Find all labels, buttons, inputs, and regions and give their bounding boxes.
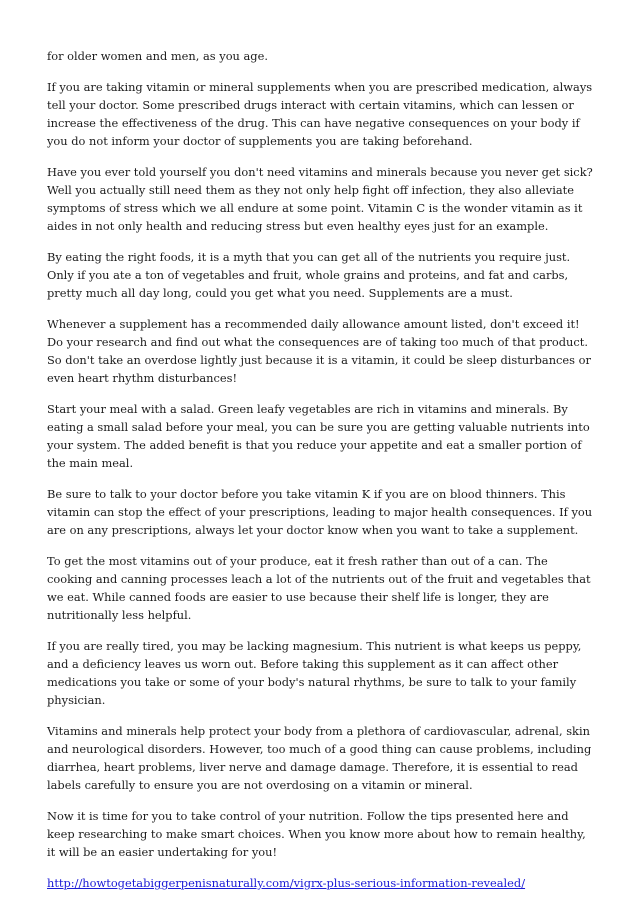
paragraph-7: Be sure to talk to your doctor before you take vitamin K if you are on blood thinners. This vitamin can stop the effect of your prescriptions, leading to major health consequences. If you are on any prescriptions, always let your doctor know when you want to take a supplement. [47, 487, 593, 537]
paragraph-5: Whenever a supplement has a recommended daily allowance amount listed, don't exceed it! Do your research and find out what the consequences are of taking too much of that product. So don't take an overdose lightly just because it is a vitamin, it could be sleep disturbances or even heart rhythm disturbances! [47, 317, 591, 385]
paragraph-11: Now it is time for you to take control of your nutrition. Follow the tips presented here and keep researching to make smart choices. When you know more about how to remain healthy, it will be an easier undertaking for you! [47, 809, 586, 859]
document-page [47, 47, 595, 905]
link-paragraph [47, 874, 595, 892]
paragraph-8: To get the most vitamins out of your produce, eat it fresh rather than out of a can. The cooking and canning processes leach a lot of the nutrients out of the fruit and vegetables that we eat. While canned foods are easier to use because their shelf life is longer, they are nutritionally less helpful. [47, 554, 591, 622]
paragraph-10: Vitamins and minerals help protect your body from a plethora of cardiovascular, adrenal, skin and neurological disorders. However, too much of a good thing can cause problems, including diarrhea, heart problems, liver nerve and damage damage. Therefore, it is essential to read labels carefully to ensure you are not overdosing on a vitamin or mineral. [47, 724, 592, 792]
paragraph-4: By eating the right foods, it is a myth that you can get all of the nutrients you require just. Only if you ate a ton of vegetables and fruit, whole grains and proteins, and fat and carbs, pretty much all day long, could you get what you need. Supplements are a must. [47, 250, 571, 300]
paragraph-1: for older women and men, as you age. [47, 49, 268, 63]
paragraph-9: If you are really tired, you may be lacking magnesium. This nutrient is what keeps us peppy, and a deficiency leaves us worn out. Before taking this supplement as it can affect other medications you take or some of your body's natural rhythms, be sure to talk to your family physician. [47, 639, 582, 707]
paragraph-3: Have you ever told yourself you don't need vitamins and minerals because you never get sick? Well you actually still need them as they not only help fight off infection, they also alleviate symptoms of stress which we all endure at some point. Vitamin C is the wonder vitamin as it aides in not only health and reducing stress but even healthy eyes just for an example. [47, 165, 593, 233]
paragraph-2: If you are taking vitamin or mineral supplements when you are prescribed medication, always tell your doctor. Some prescribed drugs interact with certain vitamins, which can lessen or increase the effectiveness of the drug. This can have negative consequences on your body if you do not inform your doctor of supplements you are taking beforehand. [47, 80, 593, 148]
source-link[interactable]: http://howtogetabiggerpenisnaturally.com/vigrx-plus-serious-information-revealed/ [47, 876, 526, 890]
paragraph-6: Start your meal with a salad. Green leafy vegetables are rich in vitamins and minerals. By eating a small salad before your meal, you can be sure you are getting valuable nutrients into your system. The added benefit is that you reduce your appetite and eat a smaller portion of the main meal. [47, 402, 590, 470]
